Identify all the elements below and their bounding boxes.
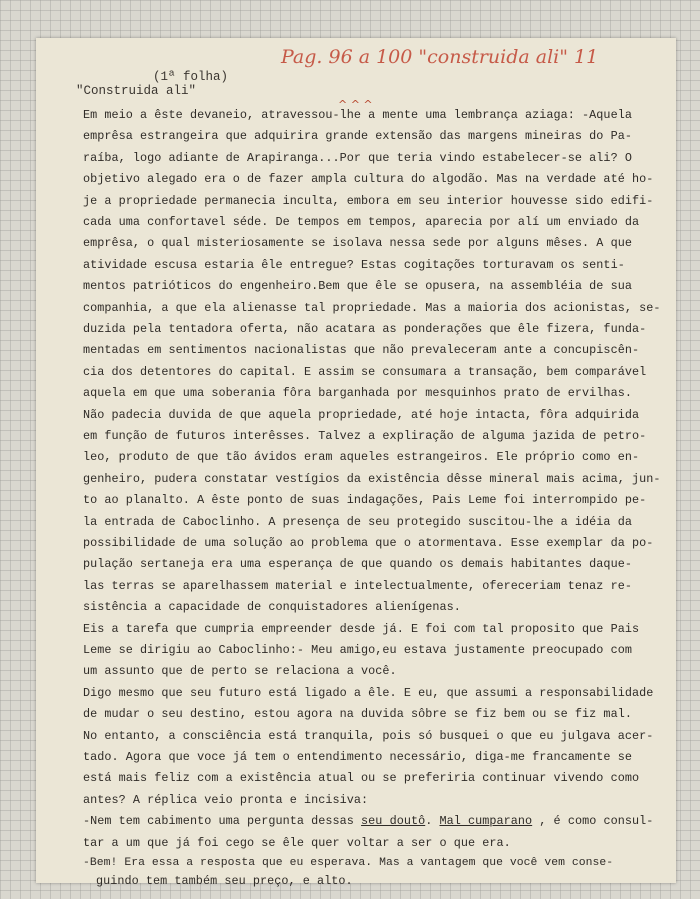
text-line: sistência a capacidade de conquistadores alienígenas.	[83, 600, 461, 615]
text-line: Eis a tarefa que cumpria empreender desde já. E foi com tal proposito que Pais	[83, 621, 640, 636]
underlined-phrase: Mal cumparano	[439, 814, 533, 829]
underlined-phrase: seu doutô	[361, 814, 426, 829]
text-line: Em meio a êste devaneio, atravessou-lhe a mente uma lembrança aziaga: -Aquela	[83, 108, 632, 122]
text-line: las terras se aparelhassem material e intelectualmente, ofereceriam tenaz re-	[83, 578, 632, 593]
text-line: mentos patrióticos do engenheiro.Bem que êle se opusera, na assembléia de sua	[83, 279, 632, 294]
text-line: la entrada de Caboclinho. A presença de seu protegido suscitou-lhe a idéia da	[83, 514, 632, 529]
page-title: "Construida ali"	[76, 84, 197, 98]
dialogue-line	[83, 814, 653, 828]
text-line: Não padecia duvida de que aquela propriedade, até hoje intacta, fôra adquirida	[83, 407, 640, 422]
text-line: em função de futuros interêsses. Talvez a expliração de alguma jazida de petro-	[83, 429, 647, 443]
text-line: raíba, logo adiante de Arapiranga...Por que teria vindo estabelecer-se ali? O	[83, 150, 632, 165]
text-line: mentadas em sentimentos nacionalistas que não prevaleceram ante a concupiscên-	[83, 343, 640, 358]
text-line: um assunto que de perto se relaciona a você.	[83, 664, 397, 679]
dialogue-line: guindo tem também seu preço, e alto.	[96, 874, 353, 888]
text-line: to ao planalto. A êste ponto de suas indagações, Pais Leme foi interrompido pe-	[83, 493, 647, 508]
text-line: je a propriedade permanecia inculta, embora em seu interior houvesse sido edifi-	[83, 193, 654, 208]
dialogue-text: , é como consul-	[532, 814, 654, 829]
text-line: antes? A réplica veio pronta e incisiva:	[83, 792, 369, 807]
text-line: emprêsa estrangeira que adquirira grande extensão das margens mineiras do Pa-	[83, 129, 632, 144]
text-line: possibilidade de uma solução ao problema que o atormentava. Esse exemplar da po-	[83, 536, 654, 550]
text-line: emprêsa, o qual misteriosamente se isolava nessa sede por alguns mêses. A que	[83, 236, 632, 251]
text-line: cia dos detentores do capital. E assim se consumara a transação, bem comparável	[83, 364, 647, 379]
text-line: No entanto, a consciência está tranquila, pois só busquei o que eu julgava acer-	[83, 728, 654, 743]
text-line: objetivo alegado era o de fazer ampla cultura do algodão. Mas na verdade até ho-	[83, 172, 654, 187]
proofreading-mark: ^ ^ ^	[338, 98, 373, 111]
text-line: pulação sertaneja era uma esperança de que quando os demais habitantes daque-	[83, 557, 632, 572]
text-line: tado. Agora que voce já tem o entendimento necessário, diga-me francamente se	[83, 750, 632, 764]
dialogue-text: -Nem tem cabimento uma pergunta dessas	[83, 814, 362, 829]
sheet-label: (1ª folha)	[153, 70, 229, 84]
dialogue-line: -Bem! Era essa a resposta que eu esperava. Mas a vantagem que você vem conse-	[83, 857, 614, 869]
dialogue-text: .	[425, 814, 440, 829]
text-line: de mudar o seu destino, estou agora na duvida sôbre se fiz bem ou se fiz mal.	[83, 707, 632, 722]
text-line: leo, produto de que tão ávidos eram aqueles estrangeiros. Ele próprio como en-	[83, 450, 640, 465]
handwritten-page-note: Pag. 96 a 100 "construida ali" 11	[281, 46, 599, 68]
text-line: atividade escusa estaria êle entregue? Estas cogitações torturavam os senti-	[83, 257, 625, 272]
text-line: Digo mesmo que seu futuro está ligado a êle. E eu, que assumi a responsabilidade	[83, 685, 654, 700]
text-line: aquela em que uma soberania fôra barganhada por mesquinhos prato de ervilhas.	[83, 386, 632, 401]
typed-page	[36, 38, 676, 888]
dialogue-line: tar a um que já foi cego se êle quer voltar a ser o que era.	[83, 835, 511, 850]
text-line: Leme se dirigiu ao Caboclinho:- Meu amigo,eu estava justamente preocupado com	[83, 643, 632, 657]
text-line: companhia, a que ela alienasse tal propriedade. Mas a maioria dos acionistas, se-	[83, 300, 661, 315]
text-line: duzida pela tentadora oferta, não acatara as ponderações que êle fizera, funda-	[83, 322, 647, 336]
text-line: cada uma confortavel séde. De tempos em tempos, aparecia por alí um enviado da	[83, 215, 640, 229]
text-line: está mais feliz com a existência atual ou se preferiria continuar vivendo como	[83, 771, 640, 786]
text-line: genheiro, pudera constatar vestígios da existência dêsse mineral mais acima, jun-	[83, 471, 661, 486]
